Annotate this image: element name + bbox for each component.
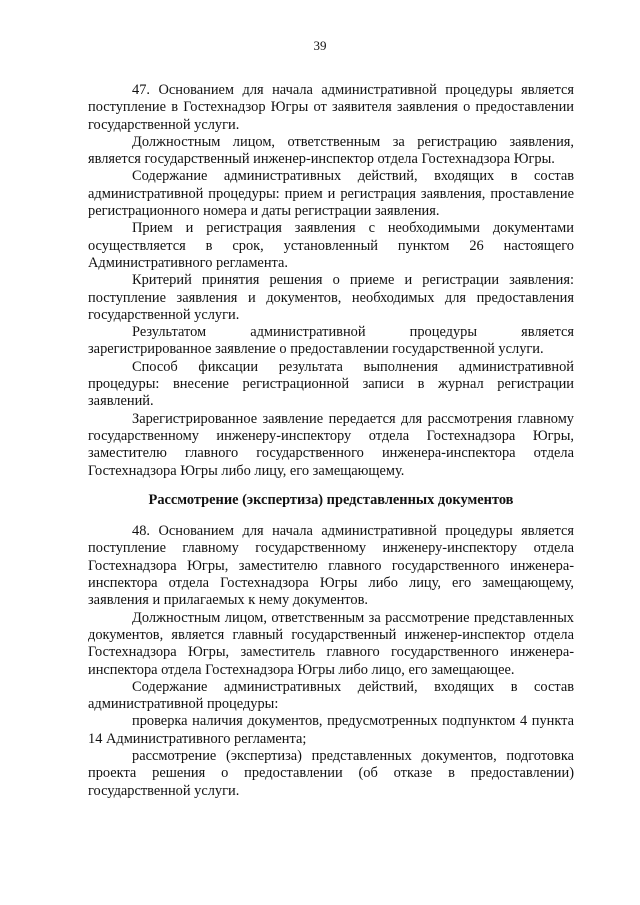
paragraph: Должностным лицом, ответственным за регистрацию заявления, является государственный инженер-инспектор отдела Гостехнадзора Югры. [88,133,574,168]
paragraph: Должностным лицом, ответственным за рассмотрение представленных документов, является главный государственный инженер-инспектор отдела Гостехнадзора Югры, заместитель главного государственного инженера-инспектора отдела Гостехнадзора Югры либо лицо, его замещающее. [88,609,574,678]
page-number: 39 [313,38,327,53]
paragraph: Содержание административных действий, входящих в состав административной процедуры: прием и регистрация заявления, проставление регистрационного номера и даты регистрации заявления. [88,168,574,220]
paragraph: Критерий принятия решения о приеме и регистрации заявления: поступление заявления и документов, необходимых для предоставления государственной услуги. [88,272,574,323]
list-item: рассмотрение (экспертиза) представленных документов, подготовка проекта решения о предоставлении (об отказе в предоставлении) государственной услуги. [88,747,574,799]
document-body [88,82,574,800]
paragraph: Прием и регистрация заявления с необходимыми документами осуществляется в срок, установленный пунктом 26 настоящего Административного регламента. [88,220,574,271]
paragraph: Способ фиксации результата выполнения административной процедуры: внесение регистрационной записи в журнал регистрации заявлений. [88,358,574,410]
paragraph: Зарегистрированное заявление передается для рассмотрения главному государственному инженеру-инспектору отдела Гостехнадзора Югры, заместителю главного государственного инженера-инспектора отдела Гостехнадзора Югры либо лицу, его замещающему. [88,410,574,479]
paragraph: Содержание административных действий, входящих в состав административной процедуры: [88,678,574,713]
list-item: проверка наличия документов, предусмотренных подпунктом 4 пункта 14 Административного регламента; [88,713,574,747]
paragraph: 48. Основанием для начала административной процедуры является поступление главному государственному инженеру-инспектору отдела Гостехнадзора Югры, заместителю главного государственного инженера-инспектора отдела Гостехнадзора Югры либо лицу, его замещающему, заявления и прилагаемых к нему документов. [88,523,574,609]
paragraph: Результатом административной процедуры является зарегистрированное заявление о предоставлении государственной услуги. [88,324,574,358]
paragraph: 47. Основанием для начала административной процедуры является поступление в Гостехнадзор Югры от заявителя заявления о предоставлении государственной услуги. [88,82,574,133]
section-heading: Рассмотрение (экспертиза) представленных документов [148,491,514,508]
